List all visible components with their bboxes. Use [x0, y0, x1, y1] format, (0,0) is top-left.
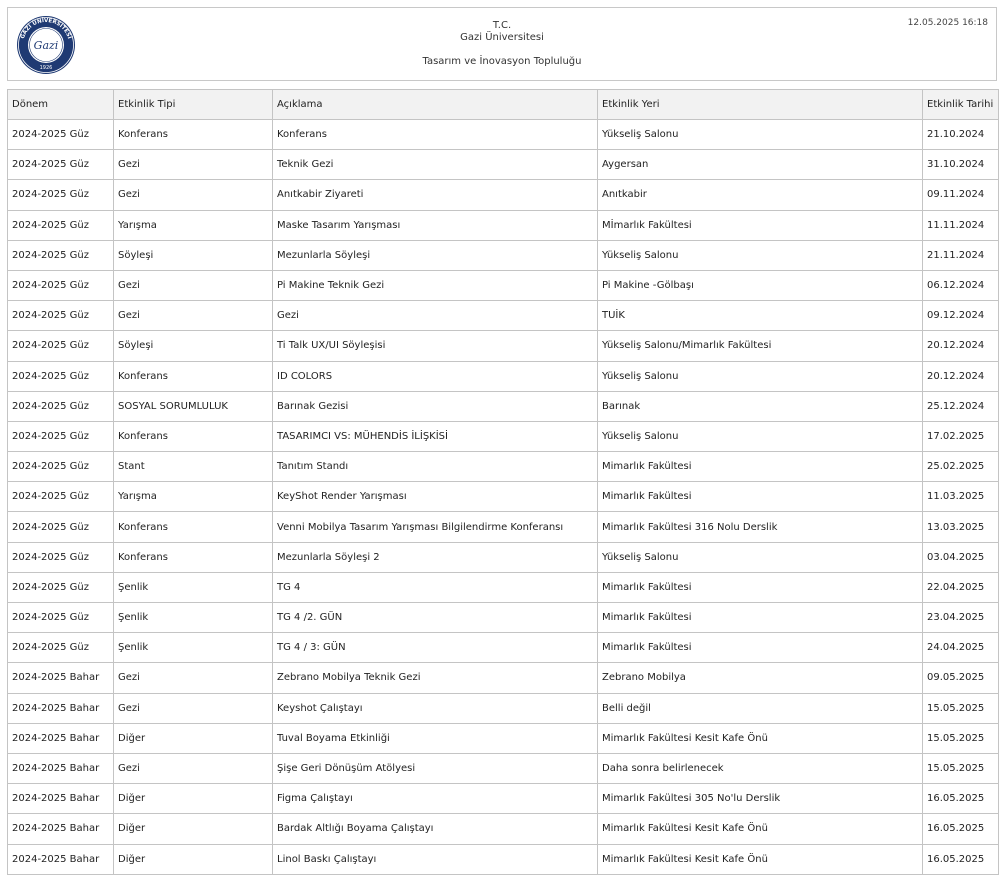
cell-donem: 2024-2025 Güz — [8, 210, 114, 240]
table-row — [8, 482, 999, 512]
table-row — [8, 693, 999, 723]
cell-etkinlik-yeri: Yükseliş Salonu/Mimarlık Fakültesi — [598, 331, 923, 361]
cell-aciklama: Figma Çalıştayı — [273, 784, 598, 814]
cell-etkinlik-tarihi: 15.05.2025 — [923, 723, 999, 753]
cell-etkinlik-yeri: Zebrano Mobilya — [598, 663, 923, 693]
cell-etkinlik-yeri: Daha sonra belirlenecek — [598, 753, 923, 783]
cell-aciklama: Tuval Boyama Etkinliği — [273, 723, 598, 753]
cell-donem: 2024-2025 Güz — [8, 542, 114, 572]
cell-etkinlik-tarihi: 25.02.2025 — [923, 452, 999, 482]
cell-etkinlik-tarihi: 31.10.2024 — [923, 150, 999, 180]
cell-etkinlik-tipi: Gezi — [114, 753, 273, 783]
cell-etkinlik-yeri: Mimarlık Fakültesi — [598, 633, 923, 663]
cell-aciklama: TASARIMCI VS: MÜHENDİS İLİŞKİSİ — [273, 421, 598, 451]
cell-aciklama: Anıtkabir Ziyareti — [273, 180, 598, 210]
cell-aciklama: TG 4 — [273, 572, 598, 602]
cell-donem: 2024-2025 Güz — [8, 391, 114, 421]
cell-etkinlik-tarihi: 09.05.2025 — [923, 663, 999, 693]
cell-donem: 2024-2025 Güz — [8, 421, 114, 451]
cell-donem: 2024-2025 Güz — [8, 150, 114, 180]
cell-etkinlik-tipi: Diğer — [114, 844, 273, 874]
cell-donem: 2024-2025 Güz — [8, 240, 114, 270]
cell-donem: 2024-2025 Güz — [8, 361, 114, 391]
cell-donem: 2024-2025 Bahar — [8, 753, 114, 783]
cell-aciklama: Keyshot Çalıştayı — [273, 693, 598, 723]
cell-aciklama: Gezi — [273, 301, 598, 331]
cell-etkinlik-tipi: Konferans — [114, 421, 273, 451]
table-body — [8, 120, 999, 875]
cell-etkinlik-tarihi: 03.04.2025 — [923, 542, 999, 572]
cell-etkinlik-yeri: Mimarlık Fakültesi Kesit Kafe Önü — [598, 844, 923, 874]
cell-donem: 2024-2025 Güz — [8, 270, 114, 300]
report-header — [7, 7, 997, 81]
cell-aciklama: Tanıtım Standı — [273, 452, 598, 482]
cell-etkinlik-yeri: TUİK — [598, 301, 923, 331]
svg-text:1926: 1926 — [39, 65, 53, 71]
cell-aciklama: Maske Tasarım Yarışması — [273, 210, 598, 240]
cell-etkinlik-tipi: Yarışma — [114, 482, 273, 512]
column-header-etkinlik-tipi: Etkinlik Tipi — [114, 90, 273, 120]
cell-aciklama: KeyShot Render Yarışması — [273, 482, 598, 512]
cell-donem: 2024-2025 Bahar — [8, 723, 114, 753]
cell-etkinlik-yeri: Mimarlık Fakültesi Kesit Kafe Önü — [598, 814, 923, 844]
cell-etkinlik-yeri: Yükseliş Salonu — [598, 542, 923, 572]
cell-etkinlik-tarihi: 16.05.2025 — [923, 844, 999, 874]
cell-etkinlik-tarihi: 06.12.2024 — [923, 270, 999, 300]
cell-donem: 2024-2025 Güz — [8, 120, 114, 150]
table-row — [8, 210, 999, 240]
cell-etkinlik-yeri: Yükseliş Salonu — [598, 120, 923, 150]
column-header-donem: Dönem — [8, 90, 114, 120]
cell-etkinlik-tarihi: 23.04.2025 — [923, 603, 999, 633]
cell-aciklama: Ti Talk UX/UI Söyleşisi — [273, 331, 598, 361]
cell-etkinlik-tarihi: 13.03.2025 — [923, 512, 999, 542]
cell-etkinlik-tipi: Konferans — [114, 512, 273, 542]
cell-donem: 2024-2025 Bahar — [8, 814, 114, 844]
header-line-tc: T.C. — [492, 20, 512, 31]
cell-etkinlik-tarihi: 22.04.2025 — [923, 572, 999, 602]
header-titles — [8, 20, 996, 68]
cell-etkinlik-tipi: Konferans — [114, 120, 273, 150]
cell-etkinlik-tarihi: 15.05.2025 — [923, 753, 999, 783]
cell-donem: 2024-2025 Güz — [8, 512, 114, 542]
table-row — [8, 542, 999, 572]
svg-text:Gazi: Gazi — [33, 39, 59, 52]
table-row — [8, 753, 999, 783]
cell-etkinlik-yeri: Mİmarlık Fakültesi — [598, 210, 923, 240]
cell-aciklama: Barınak Gezisi — [273, 391, 598, 421]
cell-etkinlik-yeri: Mimarlık Fakültesi — [598, 603, 923, 633]
table-row — [8, 603, 999, 633]
cell-donem: 2024-2025 Bahar — [8, 663, 114, 693]
cell-etkinlik-yeri: Belli değil — [598, 693, 923, 723]
column-header-etkinlik-tarihi: Etkinlik Tarihi — [923, 90, 999, 120]
header-university-name: Gazi Üniversitesi — [460, 32, 544, 43]
table-row — [8, 663, 999, 693]
cell-etkinlik-tipi: Şenlik — [114, 572, 273, 602]
cell-etkinlik-tipi: SOSYAL SORUMLULUK — [114, 391, 273, 421]
cell-etkinlik-tarihi: 15.05.2025 — [923, 693, 999, 723]
cell-aciklama: Mezunlarla Söyleşi 2 — [273, 542, 598, 572]
cell-etkinlik-tipi: Stant — [114, 452, 273, 482]
cell-etkinlik-yeri: Anıtkabir — [598, 180, 923, 210]
cell-etkinlik-yeri: Mimarlık Fakültesi — [598, 572, 923, 602]
column-header-etkinlik-yeri: Etkinlik Yeri — [598, 90, 923, 120]
cell-etkinlik-tipi: Gezi — [114, 301, 273, 331]
cell-etkinlik-tipi: Gezi — [114, 150, 273, 180]
cell-etkinlik-tipi: Söyleşi — [114, 331, 273, 361]
table-row — [8, 452, 999, 482]
cell-etkinlik-tipi: Konferans — [114, 361, 273, 391]
cell-etkinlik-tarihi: 21.11.2024 — [923, 240, 999, 270]
table-row — [8, 150, 999, 180]
table-row — [8, 844, 999, 874]
cell-etkinlik-tipi: Şenlik — [114, 603, 273, 633]
cell-etkinlik-tarihi: 11.03.2025 — [923, 482, 999, 512]
cell-donem: 2024-2025 Güz — [8, 633, 114, 663]
table-row — [8, 120, 999, 150]
cell-etkinlik-yeri: Pi Makine -Gölbaşı — [598, 270, 923, 300]
cell-etkinlik-yeri: Barınak — [598, 391, 923, 421]
cell-etkinlik-tarihi: 25.12.2024 — [923, 391, 999, 421]
cell-donem: 2024-2025 Bahar — [8, 844, 114, 874]
cell-etkinlik-tarihi: 20.12.2024 — [923, 361, 999, 391]
column-header-aciklama: Açıklama — [273, 90, 598, 120]
table-row — [8, 723, 999, 753]
table-row — [8, 572, 999, 602]
cell-etkinlik-tipi: Gezi — [114, 180, 273, 210]
table-header-row — [8, 90, 999, 120]
table-row — [8, 512, 999, 542]
cell-etkinlik-tarihi: 16.05.2025 — [923, 784, 999, 814]
cell-aciklama: Mezunlarla Söyleşi — [273, 240, 598, 270]
cell-donem: 2024-2025 Güz — [8, 482, 114, 512]
table-row — [8, 421, 999, 451]
cell-aciklama: TG 4 /2. GÜN — [273, 603, 598, 633]
table-row — [8, 331, 999, 361]
cell-aciklama: Zebrano Mobilya Teknik Gezi — [273, 663, 598, 693]
cell-aciklama: Linol Baskı Çalıştayı — [273, 844, 598, 874]
cell-aciklama: TG 4 / 3: GÜN — [273, 633, 598, 663]
cell-donem: 2024-2025 Güz — [8, 301, 114, 331]
cell-etkinlik-tarihi: 24.04.2025 — [923, 633, 999, 663]
cell-etkinlik-tipi: Gezi — [114, 693, 273, 723]
cell-etkinlik-tipi: Şenlik — [114, 633, 273, 663]
cell-etkinlik-tipi: Gezi — [114, 270, 273, 300]
cell-etkinlik-yeri: Aygersan — [598, 150, 923, 180]
cell-etkinlik-tipi: Söyleşi — [114, 240, 273, 270]
cell-etkinlik-tipi: Yarışma — [114, 210, 273, 240]
cell-donem: 2024-2025 Güz — [8, 452, 114, 482]
table-row — [8, 633, 999, 663]
table-row — [8, 361, 999, 391]
table-row — [8, 301, 999, 331]
report-timestamp: 12.05.2025 16:18 — [907, 18, 988, 28]
header-club-name: Tasarım ve İnovasyon Topluluğu — [422, 56, 582, 67]
cell-aciklama: Pi Makine Teknik Gezi — [273, 270, 598, 300]
cell-aciklama: Teknik Gezi — [273, 150, 598, 180]
cell-aciklama: Konferans — [273, 120, 598, 150]
cell-etkinlik-yeri: Mimarlık Fakültesi — [598, 482, 923, 512]
cell-etkinlik-yeri: Mimarlık Fakültesi Kesit Kafe Önü — [598, 723, 923, 753]
cell-aciklama: Venni Mobilya Tasarım Yarışması Bilgilendirme Konferansı — [273, 512, 598, 542]
table-row — [8, 784, 999, 814]
cell-donem: 2024-2025 Güz — [8, 180, 114, 210]
cell-donem: 2024-2025 Güz — [8, 331, 114, 361]
cell-etkinlik-tarihi: 11.11.2024 — [923, 210, 999, 240]
table-row — [8, 391, 999, 421]
cell-etkinlik-yeri: Yükseliş Salonu — [598, 421, 923, 451]
cell-etkinlik-tarihi: 17.02.2025 — [923, 421, 999, 451]
table-row — [8, 240, 999, 270]
table-row — [8, 814, 999, 844]
cell-donem: 2024-2025 Güz — [8, 572, 114, 602]
events-table — [7, 89, 999, 875]
cell-etkinlik-tarihi: 16.05.2025 — [923, 814, 999, 844]
cell-etkinlik-tipi: Konferans — [114, 542, 273, 572]
cell-etkinlik-tipi: Diğer — [114, 784, 273, 814]
table-row — [8, 180, 999, 210]
cell-etkinlik-yeri: Yükseliş Salonu — [598, 240, 923, 270]
cell-etkinlik-yeri: Mimarlık Fakültesi — [598, 452, 923, 482]
cell-aciklama: Şişe Geri Dönüşüm Atölyesi — [273, 753, 598, 783]
cell-etkinlik-yeri: Mimarlık Fakültesi 316 Nolu Derslik — [598, 512, 923, 542]
cell-donem: 2024-2025 Güz — [8, 603, 114, 633]
svg-text:GAZİ ÜNİVERSİTESİ: GAZİ ÜNİVERSİTESİ — [19, 17, 73, 40]
table-row — [8, 270, 999, 300]
cell-donem: 2024-2025 Bahar — [8, 784, 114, 814]
cell-etkinlik-tarihi: 09.12.2024 — [923, 301, 999, 331]
cell-etkinlik-tipi: Gezi — [114, 663, 273, 693]
cell-donem: 2024-2025 Bahar — [8, 693, 114, 723]
cell-etkinlik-tarihi: 21.10.2024 — [923, 120, 999, 150]
cell-etkinlik-yeri: Mimarlık Fakültesi 305 No'lu Derslik — [598, 784, 923, 814]
cell-aciklama: ID COLORS — [273, 361, 598, 391]
cell-etkinlik-tarihi: 20.12.2024 — [923, 331, 999, 361]
cell-aciklama: Bardak Altlığı Boyama Çalıştayı — [273, 814, 598, 844]
cell-etkinlik-yeri: Yükseliş Salonu — [598, 361, 923, 391]
cell-etkinlik-tarihi: 09.11.2024 — [923, 180, 999, 210]
cell-etkinlik-tipi: Diğer — [114, 814, 273, 844]
cell-etkinlik-tipi: Diğer — [114, 723, 273, 753]
